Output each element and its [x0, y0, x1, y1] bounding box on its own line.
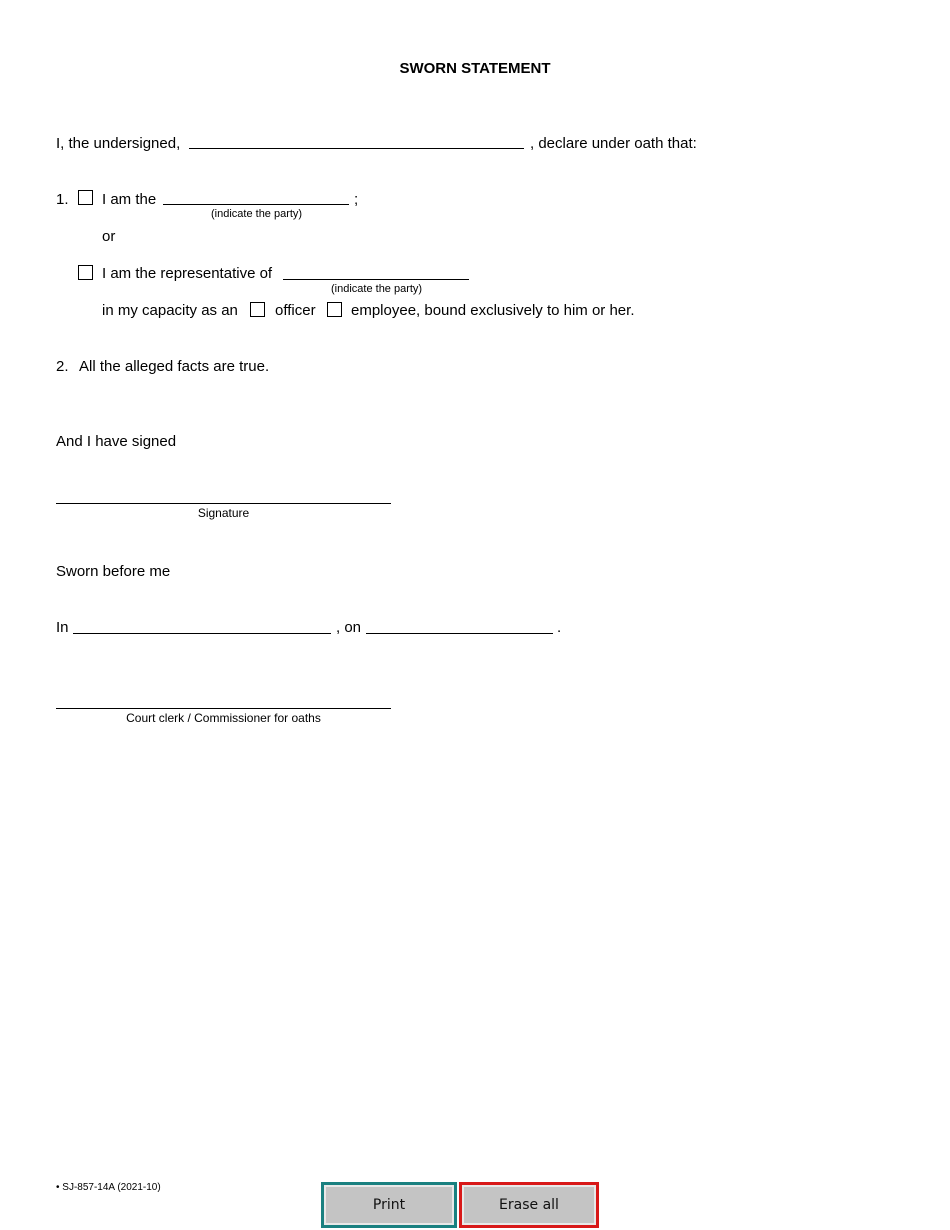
erase-all-button[interactable]: Erase all	[459, 1182, 599, 1228]
on-label: , on	[336, 619, 362, 636]
party-caption: (indicate the party)	[211, 208, 303, 220]
undersigned-name-input[interactable]	[189, 130, 524, 149]
signed-text: And I have signed	[56, 433, 177, 450]
represented-party-input[interactable]	[283, 261, 469, 280]
form-code: • SJ-857-14A (2021-10)	[56, 1182, 161, 1193]
place-input[interactable]	[73, 615, 331, 634]
signature-input[interactable]	[56, 485, 391, 504]
representative-checkbox[interactable]	[78, 265, 93, 280]
capacity-prefix: in my capacity as an	[102, 302, 238, 319]
officer-checkbox[interactable]	[250, 302, 265, 317]
representative-label: I am the representative of	[102, 265, 273, 282]
sworn-text: Sworn before me	[56, 563, 171, 580]
item2-number: 2.	[56, 358, 69, 375]
represented-party-caption: (indicate the party)	[331, 283, 423, 295]
in-label: In	[56, 619, 69, 636]
clerk-signature-input[interactable]	[56, 690, 391, 709]
party-end: ;	[354, 191, 359, 208]
print-button[interactable]: Print	[321, 1182, 457, 1228]
employee-checkbox[interactable]	[327, 302, 342, 317]
signature-caption: Signature	[197, 506, 250, 520]
item2-text: All the alleged facts are true.	[79, 358, 270, 375]
party-input[interactable]	[163, 186, 349, 205]
party-label: I am the	[102, 191, 157, 208]
intro-prefix: I, the undersigned,	[56, 135, 181, 152]
clerk-caption: Court clerk / Commissioner for oaths	[126, 711, 321, 725]
employee-label: employee, bound exclusively to him or her.	[351, 302, 635, 319]
party-checkbox[interactable]	[78, 190, 93, 205]
item1-number: 1.	[56, 191, 69, 208]
date-input[interactable]	[366, 615, 553, 634]
intro-suffix: , declare under oath that:	[530, 135, 697, 152]
officer-label: officer	[275, 302, 316, 319]
period: .	[557, 619, 562, 636]
or-text: or	[102, 228, 116, 245]
page-title: SWORN STATEMENT	[399, 60, 551, 77]
